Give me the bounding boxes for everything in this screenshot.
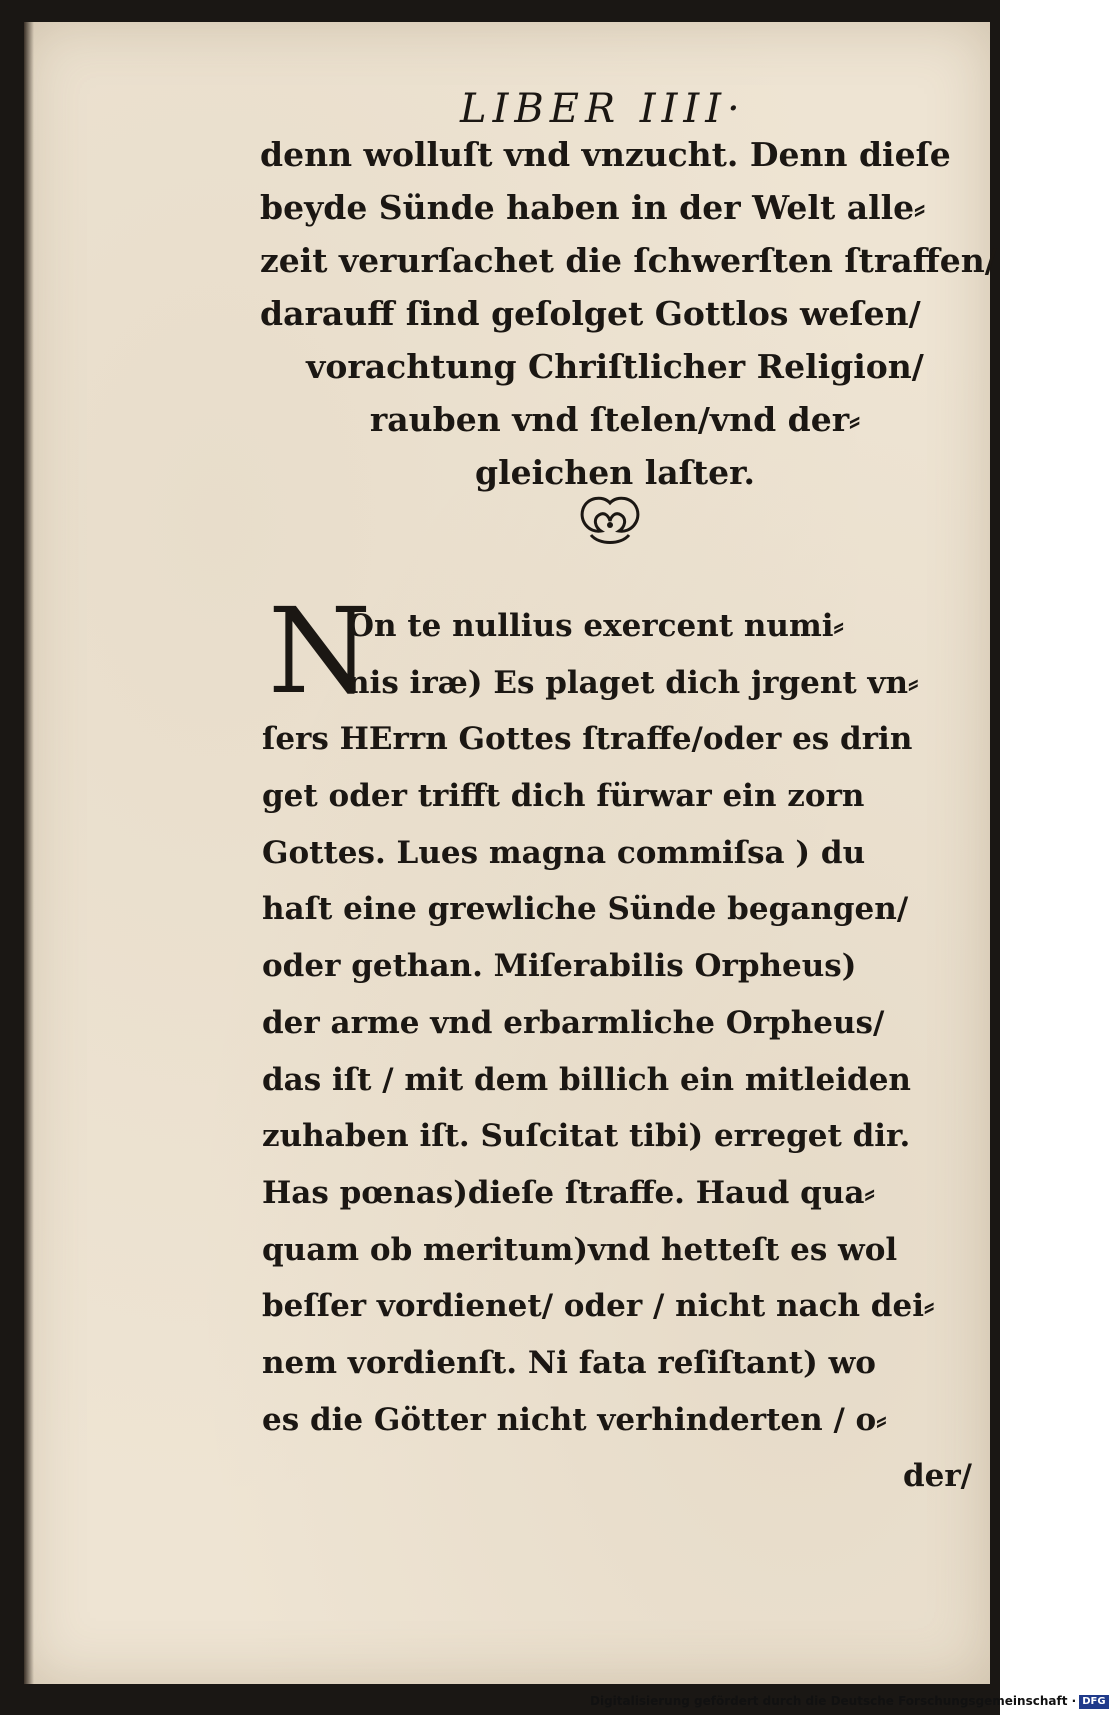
- text-line: quam ob meritum)vnd hetteſt es wol: [262, 1231, 898, 1268]
- text-line: das iſt / mit dem billich ein mitleiden: [262, 1061, 911, 1098]
- text-line: denn wolluſt vnd vnzucht. Denn dieſe: [260, 135, 951, 174]
- text-line: rauben vnd ſtelen/vnd der⸗: [369, 400, 861, 439]
- text-line: gleichen laſter.: [475, 453, 755, 492]
- text-line: zuhaben iſt. Suſcitat tibi) erreget dir.: [262, 1118, 911, 1155]
- text-line: beyde Sünde haben in der Welt alle⸗: [260, 188, 926, 227]
- text-line: vorachtung Chriſtlicher Religion/: [306, 347, 924, 386]
- page-gutter-shadow: [24, 22, 34, 1684]
- text-line: haſt eine grewliche Sünde begangen/: [262, 891, 909, 928]
- text-line: darauff ſind geſolget Gottlos weſen/: [260, 294, 921, 333]
- text-line: der arme vnd erbarmliche Orpheus/: [262, 1004, 885, 1041]
- commentary-block: [262, 582, 972, 1505]
- credit-text: Digitalisierung gefördert durch die Deutsche Forschungsgemeinschaft ·: [590, 1694, 1077, 1708]
- digitization-credit: [590, 1694, 1106, 1712]
- text-line: beſſer vordienet/ oder / nicht nach dei⸗: [262, 1288, 935, 1325]
- text-line: nem vordienſt. Ni fata reſiſtant) wo: [262, 1344, 876, 1381]
- fleuron-icon: [575, 495, 645, 547]
- text-line: get oder trifft dich fürwar ein zorn: [262, 778, 865, 815]
- top-text-block: [260, 128, 997, 499]
- text-line: Gottes. Lues magna commiſsa ) du: [262, 834, 866, 871]
- text-line: ſers HErrn Gottes ſtraffe/oder es drin: [262, 721, 913, 758]
- catchword: der/: [902, 1458, 972, 1495]
- text-line: es die Götter nicht verhinderten / o⸗: [262, 1401, 887, 1438]
- running-title: LIBER IIII·: [460, 86, 746, 132]
- text-line: On te nullius exercent numi⸗: [347, 608, 844, 644]
- text-line: nis iræ) Es plaget dich jrgent vn⸗: [347, 664, 919, 701]
- dfg-logo: DFG: [1079, 1695, 1108, 1709]
- text-line: oder gethan. Miſerabilis Orpheus): [262, 948, 857, 985]
- text-line: Has pœnas)dieſe ſtraffe. Haud qua⸗: [262, 1174, 875, 1211]
- text-line: zeit verurſachet die ſchwerſten ſtraffen/: [260, 241, 997, 280]
- drop-cap: N: [268, 582, 372, 720]
